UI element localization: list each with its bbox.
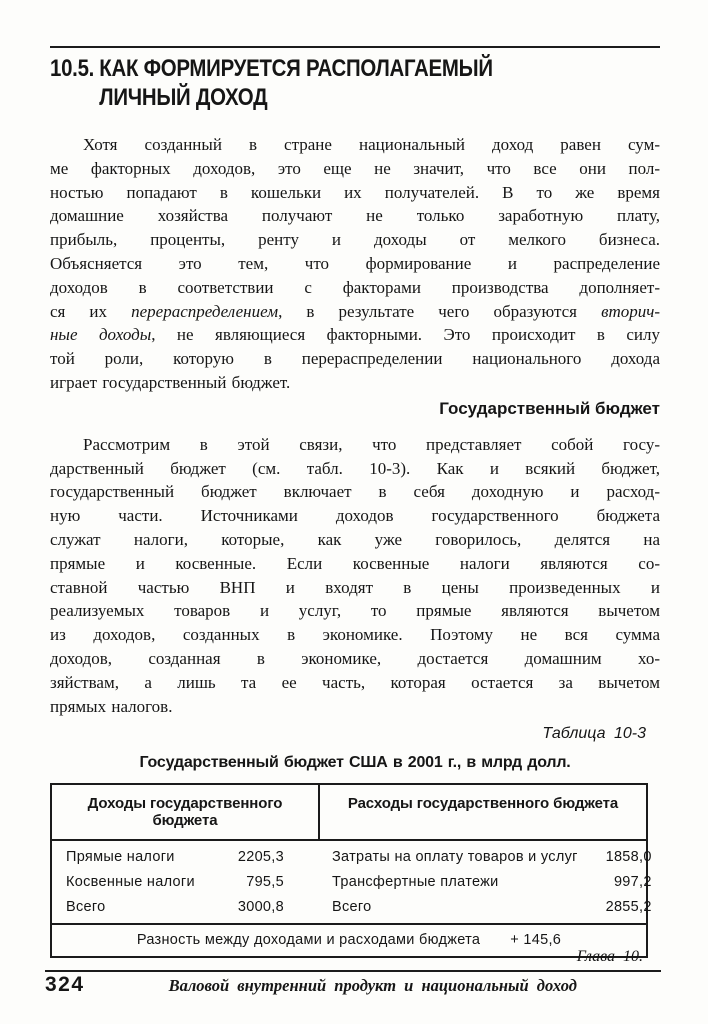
text-line: ставной частью ВНП и входят в цены произведенных и: [50, 577, 660, 597]
text-line: зяйствам, а лишь та ее часть, которая остается за вычетом: [50, 672, 660, 692]
text-line: доходов в соответствии с факторами производства дополняет-: [50, 277, 660, 297]
table-cell-label: Всего: [66, 899, 106, 916]
table-cell-label: Затраты на оплату товаров и услуг: [332, 849, 578, 866]
text-line: ме факторных доходов, это еще не значит, что все они пол-: [50, 158, 660, 178]
section-heading-line1: [50, 54, 660, 83]
table-cell-label: Прямые налоги: [66, 849, 175, 866]
text-line: Рассмотрим в этой связи, что представляет собой госу-: [83, 434, 660, 454]
bottom-rule: [45, 970, 661, 972]
text-line: доходов, созданная в экономике, достается домашним хо-: [50, 648, 660, 668]
page-number: 324: [45, 973, 85, 996]
subheading: Государственный бюджет: [439, 398, 660, 418]
footer-row: [45, 973, 661, 997]
paragraph-2: [50, 433, 660, 719]
text-line: той роли, которую в перераспределении национального дохода: [50, 349, 660, 369]
table-cell-label: Косвенные налоги: [66, 874, 195, 891]
table-footer-value: + 145,6: [510, 932, 562, 949]
budget-table: [50, 783, 652, 958]
section-title-line1: КАК ФОРМИРУЕТСЯ РАСПОЛАГАЕМЫЙ: [99, 55, 493, 82]
text-line: прибыль, проценты, ренту и доходы от мелкого бизнеса.: [50, 230, 660, 250]
section-number: 10.5.: [50, 55, 95, 82]
text-line: государственный бюджет включает в себя доходную и расход-: [50, 482, 660, 502]
table-caption: Таблица 10-3: [542, 725, 646, 743]
text-line: прямых налогов.: [50, 696, 173, 716]
text-line: дарственный бюджет (см. табл. 10-3). Как и всякий бюджет,: [50, 458, 660, 478]
table-cell-label: Трансфертные платежи: [332, 874, 499, 891]
table-cell-value: 2855,2: [605, 899, 652, 916]
chapter-reference: Глава 10.: [576, 948, 643, 965]
text-line: прямые и косвенные. Если косвенные налоги являются со-: [50, 553, 660, 573]
table-title: Государственный бюджет США в 2001 г., в млрд долл.: [139, 754, 571, 772]
top-rule: [50, 46, 660, 48]
text-line: ные доходы, не являющиеся факторными. Это происходит в силу: [50, 325, 660, 345]
text-line: ностью попадают в кошельки их получателей. В то же время: [50, 182, 660, 202]
table-cell-label: Всего: [332, 899, 372, 916]
section-title-line2: ЛИЧНЫЙ ДОХОД: [99, 84, 268, 111]
text-line: служат налоги, которые, как уже говорилось, делятся на: [50, 529, 660, 549]
table-cell-value: 2205,3: [237, 849, 284, 866]
table-cell-value: 997,2: [613, 874, 652, 891]
text-line: Объясняется это тем, что формирование и распределение: [50, 253, 660, 273]
text-line: из доходов, созданных в экономике. Поэтому не вся сумма: [50, 625, 660, 645]
running-title: Валовой внутренний продукт и национальный доход: [168, 976, 577, 995]
text-line: Хотя созданный в стране национальный доход равен сум-: [83, 135, 660, 154]
table-header-incomes: Доходы государственного бюджета: [52, 785, 320, 839]
table-header-expenses: Расходы государственного бюджета: [347, 795, 619, 813]
table-cell-value: 3000,8: [237, 899, 284, 916]
text-line: реализуемых товаров и услуг, то прямые являются вычетом: [50, 601, 660, 621]
page-footer: [45, 948, 661, 997]
page-content: [50, 0, 660, 958]
table-footer-label: Разность между доходами и расходами бюджета: [136, 932, 481, 949]
text-line: ся их перераспределением, в результате чего образуются вторич-: [50, 301, 660, 321]
table-cell-value: 1858,0: [605, 849, 652, 866]
table-header: [52, 785, 646, 841]
table-body: [52, 841, 652, 923]
text-line: домашние хозяйства получают не только заработную плату,: [50, 206, 660, 226]
table-cell-value: 795,5: [246, 874, 284, 891]
text-line: ную части. Источниками доходов государственного бюджета: [50, 506, 660, 526]
paragraph-1: [50, 133, 660, 395]
text-line: играет государственный бюджет.: [50, 372, 291, 392]
section-heading: [50, 54, 660, 112]
